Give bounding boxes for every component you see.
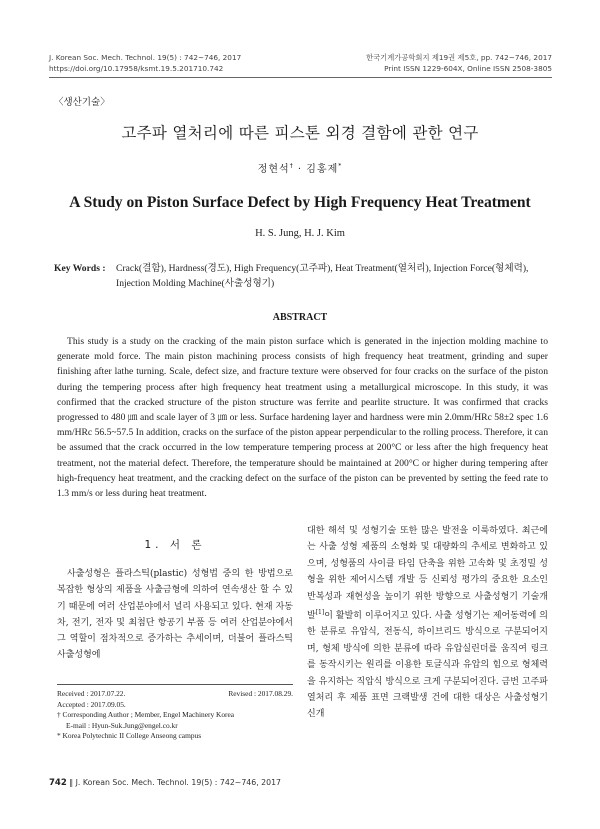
revised-date: Revised : 2017.08.29.	[228, 689, 293, 698]
intro-paragraph: 사출성형은 플라스틱(plastic) 성형법 중의 한 방법으로 복잡한 형상의 제품을 사출금형에 의하여 연속생산 할 수 있기 때문에 여러 산업분야에서 널리 사용되고 있다. 현재 자동차, 전기, 전자 및 최첨단 항공기 부품 등 여러 산업분야에서 그 역할이 점차적으로 증가하는 추세이며, 더불어 플라스틱 사출성형에	[57, 569, 293, 661]
paragraph-text-part-1: 대한 해석 및 성형기술 또한 많은 발전을 이룩하였다. 최근에는 사출 성형 제품의 소형화 및 대량화의 추세로 변화하고 있으며, 성형품의 사이클 타임 단축을 위한 고속화 및 초정밀 성형을 위한 제어시스템 개발 등 신뢰성 평가의 중요한 요소인 반복성과 재현성을 높이기 위한 방향으로 사출성형기 기술개발	[307, 526, 548, 622]
authors-english: H. S. Jung, H. J. Kim	[255, 228, 345, 239]
header-divider	[49, 77, 552, 78]
doi-link[interactable]: https://doi.org/10.17958/ksmt.19.5.201710.742	[49, 64, 224, 73]
author-2-korean: 김홍제	[306, 164, 339, 175]
footer-citation: J. Korean Soc. Mech. Technol. 19(5) : 742~746, 2017	[75, 778, 282, 787]
dates-row	[57, 689, 293, 700]
authors-korean	[0, 160, 600, 175]
keywords	[54, 261, 548, 291]
article-category: 〈생산기술〉	[54, 97, 110, 108]
accepted-date: Accepted : 2017.09.05.	[57, 699, 126, 709]
abstract-body: This study is a study on the cracking of the main piston surface which is generated in the injection molding machine to generate mold force. The main piston machining process consists of high frequency heat treatment, grinding and super finishing after lathe turning. Scale, defect size, and fracture texture were observed for four cracks on the surface of the piston during the tempering process after high frequency heat treatment using a metallurgical microscope. In this study, it was confirmed that the cracked structure of the piston structure was ferrite and pearlite structure. It was confirmed that cracks progressed to 480 ㎛ and scale layer of 3 ㎛ or less. Surface hardening layer and hardness were min 2.0mm/HRc 58±2 spec 1.6 mm/HRc 56.5~57.5 In addition, cracks on the surface of the piston appear perpendicular to the rolling process. Therefore, it can be assumed that the crack occurred in the low temperature tempering process at 200°C or less after the high frequency heat treatment, not the material defect. Therefore, the temperature should be maintained at 200°C or higher during tempering after high-frequency heat treatment, and the cracking defect on the surface of the piston can be prevented by setting the feed rate to 1.3 mm/s or less during heat treatment.	[57, 336, 548, 500]
keywords-list: Crack(결함), Hardness(경도), High Frequency(고주파), Heat Treatment(열처리), Injection Force(형체력), Injection Molding Machine(사출성형기)	[116, 263, 529, 289]
left-column	[57, 537, 293, 664]
title-korean: 고주파 열처리에 따른 피스톤 외경 결함에 관한 연구	[121, 124, 479, 142]
abstract-heading: ABSTRACT	[272, 312, 328, 323]
received-date: Received : 2017.07.22.	[57, 689, 126, 698]
running-header-left	[49, 52, 241, 74]
citation-reference[interactable]: [1]	[315, 609, 325, 617]
right-column	[307, 523, 548, 723]
author-affiliation: * Korea Polytechnic II College Anseong campus	[57, 731, 202, 741]
footnotes	[57, 684, 293, 742]
journal-citation: J. Korean Soc. Mech. Technol. 19(5) : 742~746, 2017	[49, 53, 242, 62]
issn-info: Print ISSN 1229-604X, Online ISSN 2508-3805	[384, 64, 552, 73]
journal-citation-korean: 한국기계가공학회지 제19권 제5호, pp. 742~746, 2017	[366, 53, 552, 62]
keywords-label: Key Words :	[54, 263, 106, 274]
section-heading-introduction: 1. 서 론	[144, 539, 206, 551]
page-number: 742	[49, 778, 67, 788]
footer-separator: ‖	[66, 778, 76, 787]
page-footer	[49, 778, 281, 788]
affiliation-mark: *	[338, 162, 343, 170]
author-separator: ·	[293, 164, 307, 175]
intro-paragraph-continued	[307, 523, 548, 723]
author-1-korean: 정현석	[257, 164, 290, 175]
running-header-right	[366, 52, 552, 74]
title-english: A Study on Piston Surface Defect by High Frequency Heat Treatment	[69, 194, 531, 211]
author-email[interactable]: E-mail : Hyun-Suk.Jung@engel.co.kr	[66, 720, 178, 730]
paragraph-text-part-2: 이 활발히 이루어지고 있다. 사출 성형기는 제어동력에 의한 분류로 유압식, 전동식, 하이브리드 방식으로 구분되어지며, 형체 방식에 의한 분류에 따라 유압실린더를 움직여 링크를 동작시키는 원리를 이용한 토글식과 유압의 힘으로 형체력을 유지하는 직압식 방식으로 크게 구분되어진다. 금번 고주파 열처리 후 제품 표면 크랙발생 건에 대한 대상은 사출성형기 신개	[307, 611, 548, 720]
corresponding-mark: †	[289, 162, 294, 170]
corresponding-author: † Corresponding Author ; Member, Engel Machinery Korea	[57, 710, 235, 720]
